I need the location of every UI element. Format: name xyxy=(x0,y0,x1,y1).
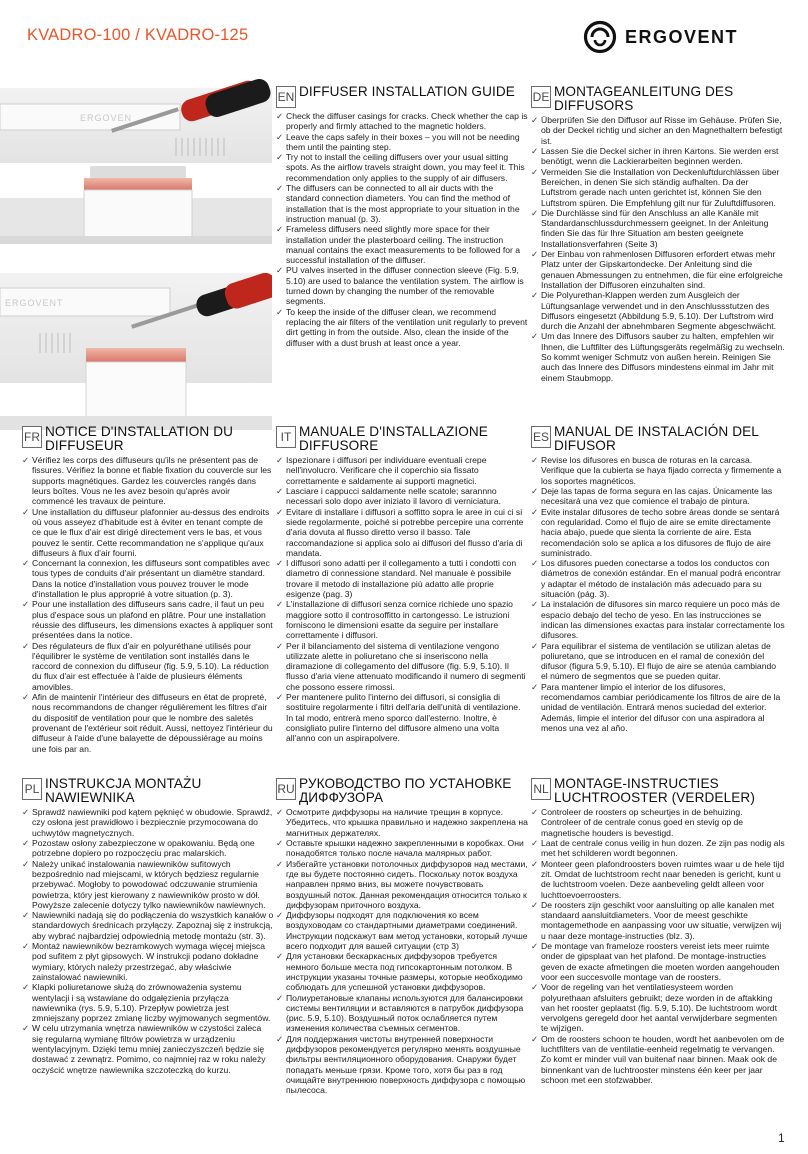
list-item: ✓ Vérifiez les corps des diffuseurs qu'ils ne présentent pas de fissures. Vérifiez la bonne et fiable fixation du couvercle sur les supports magnétiques. Gardez les couvercles rangés dans leurs boîtes. Vous ne les avez besoin qu'après avoir commencé les travaux de peinture. xyxy=(22,455,272,507)
list-item: ✓ Lassen Sie die Deckel sicher in ihren Kartons. Sie werden erst benötigt, wenn die Lackierarbeiten beginnen werden. xyxy=(531,146,779,167)
checkmark-icon: ✓ xyxy=(22,910,30,921)
checkmark-icon: ✓ xyxy=(276,838,284,849)
checkmark-icon: ✓ xyxy=(531,486,539,497)
list-item: ✓ Осмотрите диффузоры на наличие трещин в корпусе. Убедитесь, что крышка правильно и надежно закреплена на магнитных держателях. xyxy=(276,807,528,838)
list-item: ✓ Per il bilanciamento del sistema di ventilazione vengono utilizzate alette in poliuretano che si inseriscono nella diramazione di collegamento del diffusore (fig. 5.9, 5.10). Il flusso d'aria viene attenuato modificando il numero di segmenti che possono essere rimossi. xyxy=(276,640,526,692)
checkmark-icon: ✓ xyxy=(276,131,284,142)
language-tag: IT xyxy=(276,426,296,448)
list-item: ✓ Для установки бескаркасных диффузоров требуется немного больше места под гипсокартонным потолком. В инструкции указаны точные размеры, которые необходимо соблюдать для успешной установки диффузоров. xyxy=(276,951,523,993)
section-title: INSTRUKCJA MONTAŻU NAWIEWNIKA xyxy=(45,776,202,805)
list-item: ✓ Laat de centrale conus veilig in hun dozen. Ze zijn pas nodig als met het schilderen wordt begonnen. xyxy=(531,838,785,859)
document-title: KVADRO-100 / KVADRO-125 xyxy=(27,26,249,44)
checkmark-icon: ✓ xyxy=(22,558,30,569)
checkmark-icon: ✓ xyxy=(531,207,539,218)
section-es xyxy=(531,425,785,733)
checkmark-icon: ✓ xyxy=(276,992,284,1003)
checkmark-icon: ✓ xyxy=(22,455,30,466)
checkmark-icon: ✓ xyxy=(531,558,539,569)
list-item: ✓ Sprawdź nawiewniki pod kątem pęknięć w obudowie. Sprawdź, czy osłona jest prawidłowo i bezpiecznie przymocowana do uchwytów magnetycznych. xyxy=(22,807,273,838)
checkmark-icon: ✓ xyxy=(276,152,284,163)
section-title: MONTAGE-INSTRUCTIES LUCHTROOSTER (VERDELER) xyxy=(554,776,755,805)
language-tag: FR xyxy=(22,426,42,448)
list-item: ✓ Voor de regeling van het ventilatiesysteem worden polyurethaan afsluiters gebruikt; deze worden in de aftakking van het rooster geplaatst (fig. 5.9, 5.10). De luchtstroom wordt vervolgens geregeld door het aantal verwijderbare segmenten te wijzigen. xyxy=(531,982,777,1034)
checkmark-icon: ✓ xyxy=(22,640,30,651)
list-item: ✓ Evite instalar difusores de techo sobre áreas donde se sentará con regularidad. Como el flujo de aire se emite directamente hacia abajo, puede que sienta la corriente de aire. Esta recomendación solo se aplica a los difusores de flujo de aire suministrado. xyxy=(531,506,780,558)
checkmark-icon: ✓ xyxy=(531,455,539,466)
checkmark-icon: ✓ xyxy=(531,858,539,869)
checkmark-icon: ✓ xyxy=(276,1033,284,1044)
instruction-list xyxy=(276,807,528,1095)
installation-illustration xyxy=(0,78,272,430)
language-tag: RU xyxy=(276,778,296,800)
list-item: ✓ Para equilibrar el sistema de ventilación se utilizan aletas de poliuretano, que se introducen en el ramal de conexión del difusor (figura 5.9, 5.10). El flujo de aire se atenúa cambiando el número de segmentos que se pueden quitar. xyxy=(531,640,777,682)
list-item: ✓ Evitare di installare i diffusori a soffitto sopra le aree in cui ci si siede regolarmente, poiché si potrebbe percepire una corrente d'aria dovuta al flusso diretto verso il basso. Tale raccomandazione si applica solo ai diffusori del flusso d'aria di mandata. xyxy=(276,506,524,558)
ergovent-logo-icon xyxy=(583,20,617,54)
list-item: ✓ Revise los difusores en busca de roturas en la carcasa. Verifique que la cubierta se haya fijado correcta y firmemente a los soportes magnéticos. xyxy=(531,455,782,486)
list-item: ✓ Należy unikać instalowania nawiewników sufitowych bezpośrednio nad miejscami, w których będziesz regularnie przebywać. Mogłoby to powodować odczuwanie strumienia powietrza, który jest kierowany z nawiewników prosto w dół. Powyższe zalecenie dotyczy tylko nawiewników nawiewnych. xyxy=(22,858,266,910)
list-item: ✓ Montaż nawiewników bezramkowych wymaga więcej miejsca pod sufitem z płyt gipsowych. W instrukcji podano dokładne wymiary, których należy przestrzegać, aby właściwie zainstalować nawiewniki. xyxy=(22,941,266,982)
checkmark-icon: ✓ xyxy=(531,115,539,126)
checkmark-icon: ✓ xyxy=(22,838,30,849)
checkmark-icon: ✓ xyxy=(276,265,284,276)
list-item: ✓ Controleer de roosters op scheurtjes in de behuizing. Controleer of de centrale conus goed en stevig op de magnetische houders is bevestigd. xyxy=(531,807,744,838)
list-item: ✓ Des régulateurs de flux d'air en polyuréthane utilisés pour l'équilibrer le système de ventilation sont installés dans le raccord de connexion du diffuseur (fig. 5.9, 5.10). La réduction du flux d'air est effectuée à l'aide de plusieurs éléments amovibles. xyxy=(22,640,269,692)
list-item: ✓ Frameless diffusers need slightly more space for their installation under the plasterboard ceiling. The instruction manual contains the exact measurements to be followed for a successful installation of the diffuser. xyxy=(276,224,521,266)
brand-name: ERGOVENT xyxy=(625,26,739,47)
list-item: ✓ Deje las tapas de forma segura en las cajas. Únicamente las necesitará una vez que comience el trabajo de pintura. xyxy=(531,486,773,507)
checkmark-icon: ✓ xyxy=(531,807,539,818)
section-it xyxy=(276,425,528,744)
list-item: ✓ Избегайте установки потолочных диффузоров над местами, где вы будете постоянно сидеть. Поскольку поток воздуха направлен прямо вниз, вы можете почувствовать воздушный поток. Данная рекомендация относится только к диффузорам приточного воздуха. xyxy=(276,858,528,910)
list-item: ✓ Afin de maintenir l'intérieur des diffuseurs en état de propreté, nous recommandons de changer régulièrement les filtres d'air du dispositif de ventilation pour que le nombre des saletés provenant de l'extérieur soit réduit. Aussi, nettoyez l'intérieur du diffuseur à l'aide d'une balayette de dépoussiérage au moins une fois par an. xyxy=(22,692,273,754)
list-item: ✓ Überprüfen Sie den Diffusor auf Risse im Gehäuse. Prüfen Sie, ob der Deckel richtig und sicher an den Magnethaltern befestigt ist. xyxy=(531,115,783,146)
list-item: ✓ Concernant la connexion, les diffuseurs sont compatibles avec tous types de conduits d'air présentant un diamètre standard. Dans la notice d'installation vous pouvez trouver le mode d'installation le plus approprié à votre situation (p. 3). xyxy=(22,558,270,600)
list-item: ✓ Une installation du diffuseur plafonnier au-dessus des endroits où vous asseyez d'habitude est à éviter en tenant compte de ce que le flux d'air est dirigé directement vers le bas, et vous pouvez le sentir. Cette recommandation ne s'applique qu'aux diffuseurs à flux d'air fourni. xyxy=(22,506,270,558)
list-item: ✓ Ispezionare i diffusori per individuare eventuali crepe nell'involucro. Verificare che il coperchio sia fissato correttamente e saldamente ai supporti magnetici. xyxy=(276,455,487,486)
list-item: ✓ Для поддержания чистоты внутренней поверхности диффузоров рекомендуется регулярно менять воздушные фильтры вентиляционного оборудования. Снаружи будет попадать меньше грязи. Кроме того, хотя бы раз в год очищайте внутреннюю поверхность диффузора с помощью пылесоса. xyxy=(276,1033,526,1096)
section-title: РУКОВОДСТВО ПО УСТАНОВКЕ ДИФФУЗОРА xyxy=(299,776,512,805)
section-pl xyxy=(22,777,274,1075)
section-title: DIFFUSER INSTALLATION GUIDE xyxy=(299,84,515,99)
checkmark-icon: ✓ xyxy=(531,838,539,849)
list-item: ✓ Los difusores pueden conectarse a todos los conductos con diámetros de conexión estándar. En el manual podrá encontrar y adaptar el método de instalación más adecuado para su situación (pág. 3). xyxy=(531,558,781,600)
checkmark-icon: ✓ xyxy=(276,506,284,517)
instruction-list xyxy=(22,455,274,754)
checkmark-icon: ✓ xyxy=(531,982,539,993)
checkmark-icon: ✓ xyxy=(22,599,30,610)
list-item: ✓ Die Polyurethan-Klappen werden zum Ausgleich der Lüftungsanlage verwendet und in den Anschlussstutzen des Diffusors eingesetzt (Abbildung 5.9, 5.10). Der Luftstrom wird durch die Anzahl der abnehmbaren Segmente abgeschwächt. xyxy=(531,290,777,332)
section-fr xyxy=(22,425,274,754)
checkmark-icon: ✓ xyxy=(531,1033,539,1044)
checkmark-icon: ✓ xyxy=(276,486,284,497)
checkmark-icon: ✓ xyxy=(276,910,284,921)
checkmark-icon: ✓ xyxy=(22,982,30,993)
page-number: 1 xyxy=(778,1131,785,1145)
list-item: ✓ Диффузоры подходят для подключения ко всем воздуховодам со стандартными диаметрами соединений. Инструкции подскажут вам метод установки, который лучше всего подходит для вашей ситуации (стр 3) xyxy=(276,910,528,952)
checkmark-icon: ✓ xyxy=(531,941,539,952)
list-item: ✓ Die Durchlässe sind für den Anschluss an alle Kanäle mit Standardanschlussdurchmessern geeignet. In der Anleitung finden Sie das für Ihre Situation am besten geeignete Installationsverfahren (Seite 3) xyxy=(531,207,769,249)
instruction-list xyxy=(531,115,785,383)
box-label: ERGOVEN xyxy=(80,113,133,123)
list-item: ✓ Nawiewniki nadają się do podłączenia do wszystkich kanałów o standardowych średnicach przyłączy. Zapoznaj się z instrukcją, aby wybrać najbardziej odpowiednią metodę montażu (str. 3). xyxy=(22,910,274,941)
list-item: ✓ Check the diffuser casings for cracks. Check whether the cap is properly and firmly attached to the magnetic holders. xyxy=(276,111,528,132)
list-item: ✓ PU valves inserted in the diffuser connection sleeve (Fig. 5.9, 5.10) are used to balance the ventilation system. The airflow is turned down by changing the number of the removable segments. xyxy=(276,265,524,307)
list-item: ✓ Om de roosters schoon te houden, wordt het aanbevolen om de luchtfilters van de ventilatie-eenheid regelmatig te vervangen. Zo komt er minder vuil van buitenaf naar binnen. Maak ook de binnenkant van de luchtrooster minstens één keer per jaar schoon met een stofzwabber. xyxy=(531,1033,785,1085)
checkmark-icon: ✓ xyxy=(276,951,284,962)
checkmark-icon: ✓ xyxy=(276,111,284,121)
list-item: ✓ W celu utrzymania wnętrza nawiewników w czystości zaleca się regularną wymianę filtrów powietrza w urządzeniu wentylacyjnym. Dzięki temu mniej zanieczyszczeń będzie się dostawać z zewnątrz. Pomimo, co najmniej raz w roku należy oczyścić wnętrze nawiewnika szczoteczką do kurzu. xyxy=(22,1023,266,1075)
list-item: ✓ De montage van frameloze roosters vereist iets meer ruimte onder de gipsplaat van het plafond. De montage-instructies geven de exacte afmetingen die moeten worden aangehouden voor een succesvolle montage van de roosters. xyxy=(531,941,780,982)
list-item: ✓ Para mantener limpio el interior de los difusores, recomendamos cambiar periódicamente los filtros de aire de la unidad de ventilación. Entrará menos suciedad del exterior. Además, limpie el interior del difusor con una aspiradora al menos una vez al año. xyxy=(531,681,781,733)
checkmark-icon: ✓ xyxy=(22,858,30,869)
list-item: ✓ Monteer geen plafondroosters boven ruimtes waar u de hele tijd zit. Omdat de luchtstroom recht naar beneden is gericht, kunt u de luchtstroom voelen. Deze aanbeveling geldt alleen voor luchttoevoerroosters. xyxy=(531,858,785,900)
list-item: ✓ De roosters zijn geschikt voor aansluiting op alle kanalen met standaard aansluitdiameters. Voor de meest geschikte montagemethode en aanpassing voor uw situatie, verwijzen wij u naar deze montage-instructies (blz. 3). xyxy=(531,899,782,941)
checkmark-icon: ✓ xyxy=(531,249,539,260)
checkmark-icon: ✓ xyxy=(276,183,284,194)
list-item: ✓ La instalación de difusores sin marco requiere un poco más de espacio debajo del techo de yeso. En las instrucciones se indican las dimensiones exactas para instalar correctamente los difusores. xyxy=(531,599,785,641)
list-item: ✓ Pozostaw osłony zabezpieczone w opakowaniu. Będą one potrzebne dopiero po rozpoczęciu prac malarskich. xyxy=(22,838,255,859)
checkmark-icon: ✓ xyxy=(276,599,284,610)
checkmark-icon: ✓ xyxy=(276,858,284,869)
checkmark-icon: ✓ xyxy=(276,455,284,466)
checkmark-icon: ✓ xyxy=(531,290,539,301)
list-item: ✓ Klapki poliuretanowe służą do zrównoważenia systemu wentylacji i są wstawiane do odgałęzienia przyłącza nawiewnika (rys. 5.9, 5.10). Przepływ powietrza jest zmniejszany poprzez zmianę liczby wyjmowanych segmentów. xyxy=(22,982,271,1024)
list-item: ✓ Try not to install the ceiling diffusers over your usual sitting spots. As the airflow travels straight down, you may feel it. This recommendation only applies to the supply of air diffusers. xyxy=(276,152,525,183)
checkmark-icon: ✓ xyxy=(276,306,284,317)
checkmark-icon: ✓ xyxy=(531,899,539,910)
list-item: ✓ I diffusori sono adatti per il collegamento a tutti i condotti con diametro di connessione standard. Nel manuale è possibile trovare il metodo di installazione più adatto alle proprie esigenze (pag. 3) xyxy=(276,558,517,600)
checkmark-icon: ✓ xyxy=(276,807,284,818)
section-title: NOTICE D'INSTALLATION DU DIFFUSEUR xyxy=(45,424,234,453)
language-tag: EN xyxy=(276,86,296,108)
instruction-list xyxy=(22,807,274,1075)
checkmark-icon: ✓ xyxy=(531,166,539,177)
instruction-list xyxy=(531,455,785,733)
section-ru xyxy=(276,777,528,1096)
language-tag: PL xyxy=(22,778,42,800)
checkmark-icon: ✓ xyxy=(22,941,30,952)
checkmark-icon: ✓ xyxy=(531,331,539,342)
list-item: ✓ To keep the inside of the diffuser clean, we recommend replacing the air filters of the ventilation unit regularly to prevent dirt getting in from the outside. Also, clean the inside of the diffuser with a dust brush at least once a year. xyxy=(276,306,528,348)
language-tag: NL xyxy=(531,778,551,800)
svg-text:ERGOVENT: ERGOVENT xyxy=(5,298,64,308)
checkmark-icon: ✓ xyxy=(531,146,539,157)
checkmark-icon: ✓ xyxy=(276,558,284,569)
checkmark-icon: ✓ xyxy=(22,1023,30,1034)
brand-logo xyxy=(583,20,738,54)
checkmark-icon: ✓ xyxy=(276,692,284,703)
instruction-list xyxy=(276,111,528,348)
instruction-list xyxy=(276,455,528,743)
checkmark-icon: ✓ xyxy=(531,506,539,517)
language-tag: DE xyxy=(531,86,551,108)
list-item: ✓ Lasciare i cappucci saldamente nelle scatole; sarannno necessari solo dopo aver iniziato il lavoro di verniciatura. xyxy=(276,486,501,507)
list-item: ✓ Der Einbau von rahmenlosen Diffusoren erfordert etwas mehr Platz unter der Gipskartondecke. Der Anleitung sind die genauen Abmessungen zu entnehmen, die für eine erfolgreiche Installation der Diffusoren einzuhalten sind. xyxy=(531,249,783,290)
language-tag: ES xyxy=(531,426,551,448)
checkmark-icon: ✓ xyxy=(276,640,284,651)
section-de xyxy=(531,85,785,383)
section-en xyxy=(276,85,528,348)
list-item: ✓ Полиуретановые клапаны используются для балансировки системы вентиляции и вставляются в патрубок диффузора (рис. 5.9, 5.10). Воздушный поток ослабляется путем изменения количества съемных сегментов. xyxy=(276,992,524,1034)
checkmark-icon: ✓ xyxy=(22,692,30,703)
list-item: ✓ Um das Innere des Diffusors sauber zu halten, empfehlen wir Ihnen, die Luftfilter des Lüftungsgeräts regelmäßig zu wechseln. So kommt weniger Schmutz von außen herein. Reinigen Sie auch das Innere des Diffusors mindestens einmal im Jahr mit einem Staubmopp. xyxy=(531,331,785,383)
list-item: ✓ Leave the caps safely in their boxes – you will not be needing them until the painting step. xyxy=(276,131,520,152)
list-item: ✓ Pour une installation des diffuseurs sans cadre, il faut un peu plus d'espace sous un plafond en plâtre. Pour une installation réussie des diffuseurs, les dimensions exactes à appliquer sont présentées dans la notice. xyxy=(22,599,273,641)
checkmark-icon: ✓ xyxy=(276,224,284,235)
checkmark-icon: ✓ xyxy=(22,807,30,818)
checkmark-icon: ✓ xyxy=(531,640,539,651)
list-item: ✓ L'installazione di diffusori senza cornice richiede uno spazio maggiore sotto il controsoffitto in cartongesso. Le istruzioni forniscono le dimensioni esatte da seguire per installare correttamente i diffusori. xyxy=(276,599,513,641)
screwdriver-installation-photo-icon xyxy=(0,78,272,430)
instruction-list xyxy=(531,807,785,1085)
checkmark-icon: ✓ xyxy=(531,681,539,692)
section-title: MANUALE D'INSTALLAZIONE DIFFUSORE xyxy=(299,424,488,453)
section-nl xyxy=(531,777,785,1085)
list-item: ✓ Оставьте крышки надежно закрепленными в коробках. Они понадобятся только после начала малярных работ. xyxy=(276,838,524,859)
section-title: MONTAGEANLEITUNG DES DIFFUSORS xyxy=(554,84,734,113)
list-item: ✓ Per mantenere pulito l'interno dei diffusori, si consiglia di sostituire regolarmente i filtri dell'aria dell'unità di ventilazione. In tal modo, entrerà meno sporco dall'esterno. Inoltre, è consigliato pulire l'interno del diffusore almeno una volta all'anno con un aspirapolvere. xyxy=(276,692,521,744)
list-item: ✓ The diffusers can be connected to all air ducts with the standard connection diameters. You can find the method of installation that is the most appropriate to your situation in the instruction manual (p. 3). xyxy=(276,183,520,224)
checkmark-icon: ✓ xyxy=(531,599,539,610)
section-title: MANUAL DE INSTALACIÓN DEL DIFUSOR xyxy=(554,424,759,453)
checkmark-icon: ✓ xyxy=(22,506,30,517)
list-item: ✓ Vermeiden Sie die Installation von Deckenluftdurchlässen über Bereichen, in denen Sie sich ständig aufhalten. Da der Luftstrom gerade nach unten gerichtet ist, können Sie den Luftstrom spüren. Die Empfehlung gilt nur für Zuluftdiffusoren. xyxy=(531,166,780,208)
